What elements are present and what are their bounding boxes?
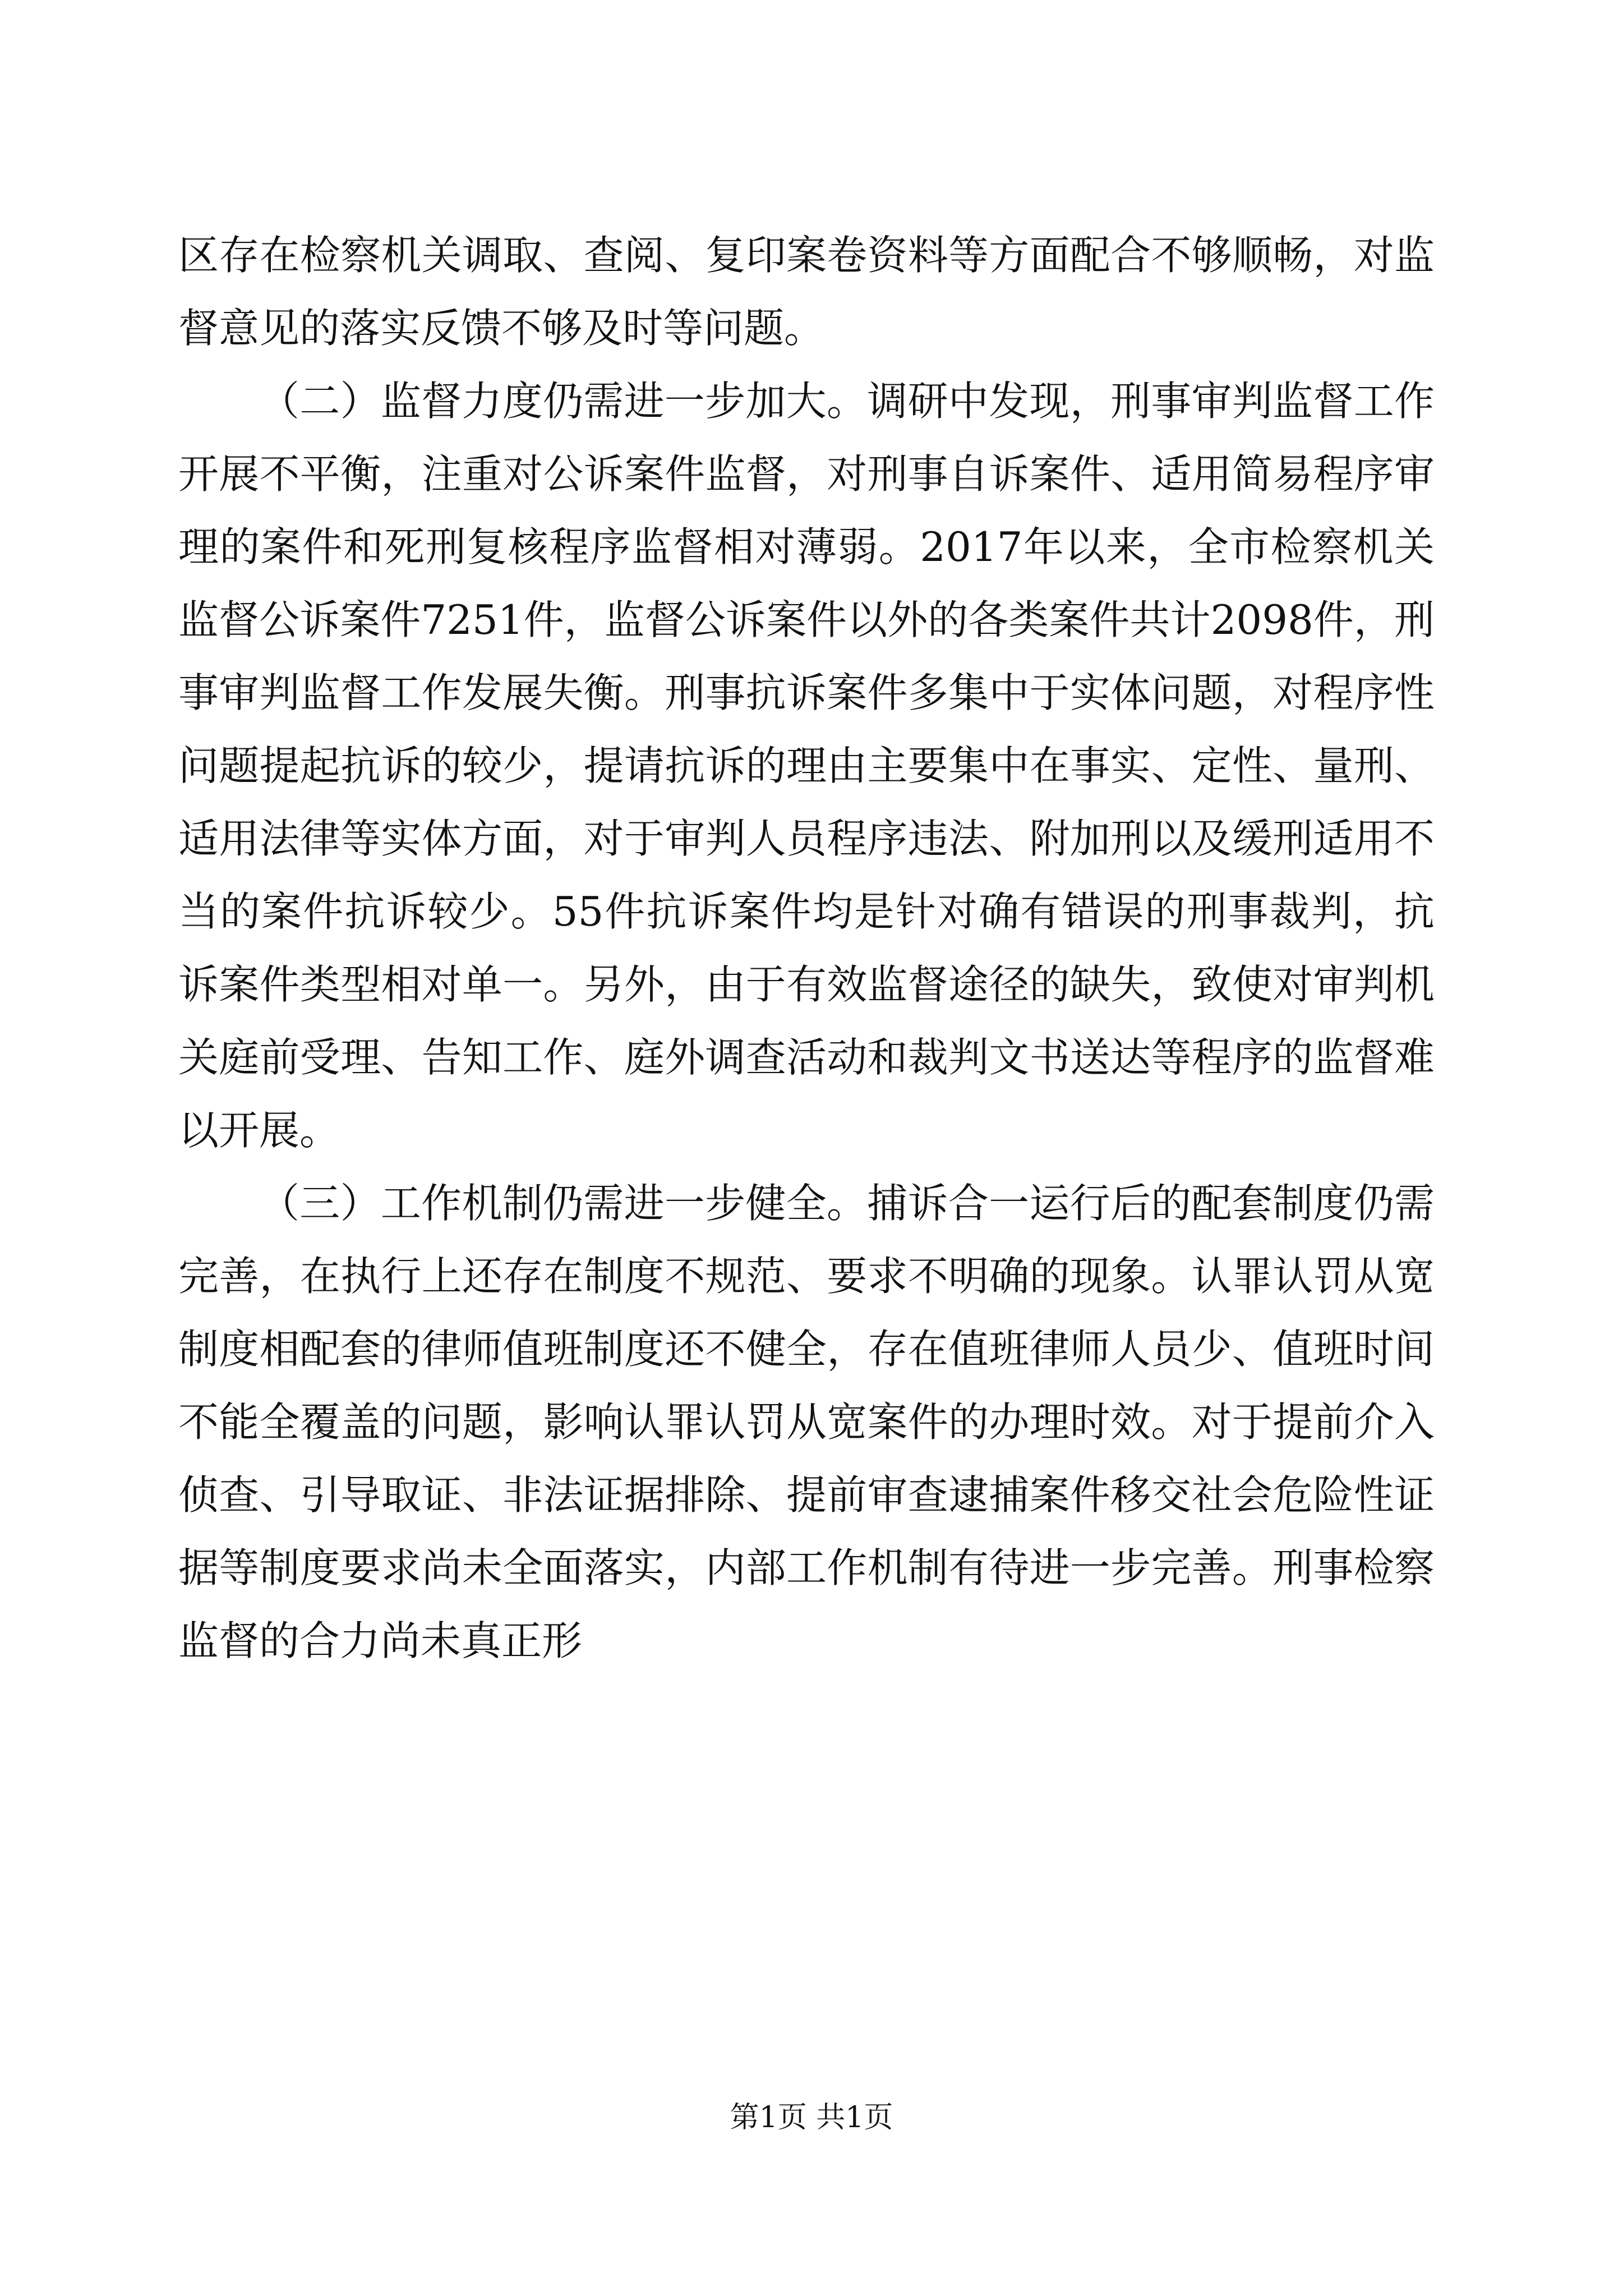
paragraph-continuation: 区存在检察机关调取、查阅、复印案卷资料等方面配合不够顺畅，对监督意见的落实反馈不够及时等问题。 bbox=[178, 232, 1435, 352]
paragraph-work-mechanism: （三）工作机制仍需进一步健全。捕诉合一运行后的配套制度仍需完善，在执行上还存在制度不规范、要求不明确的现象。认罪认罚从宽制度相配套的律师值班制度还不健全，存在值班律师人员少、值班时间不能全覆盖的问题，影响认罪认罚从宽案件的办理时效。对于提前介入侦查、引导取证、非法证据排除、提前审查逮捕案件移交社会危险性证据等制度要求尚未全面落实，内部工作机制有待进一步完善。刑事检察监督的合力尚未真正形 bbox=[178, 1180, 1435, 1664]
paragraph-supervision-strength: （二）监督力度仍需进一步加大。调研中发现，刑事审判监督工作开展不平衡，注重对公诉案件监督，对刑事自诉案件、适用简易程序审理的案件和死刑复核程序监督相对薄弱。2017年以来，全市检察机关监督公诉案件7251件，监督公诉案件以外的各类案件共计2098件，刑事审判监督工作发展失衡。刑事抗诉案件多集中于实体问题，对程序性问题提起抗诉的较少，提请抗诉的理由主要集中在事实、定性、量刑、适用法律等实体方面，对于审判人员程序违法、附加刑以及缓刑适用不当的案件抗诉较少。55件抗诉案件均是针对确有错误的刑事裁判，抗诉案件类型相对单一。另外，由于有效监督途径的缺失，致使对审判机关庭前受理、告知工作、庭外调查活动和裁判文书送达等程序的监督难以开展。 bbox=[178, 378, 1435, 1154]
page-footer: 第1页 共1页 bbox=[730, 2101, 893, 2134]
document-body bbox=[178, 219, 1435, 1677]
